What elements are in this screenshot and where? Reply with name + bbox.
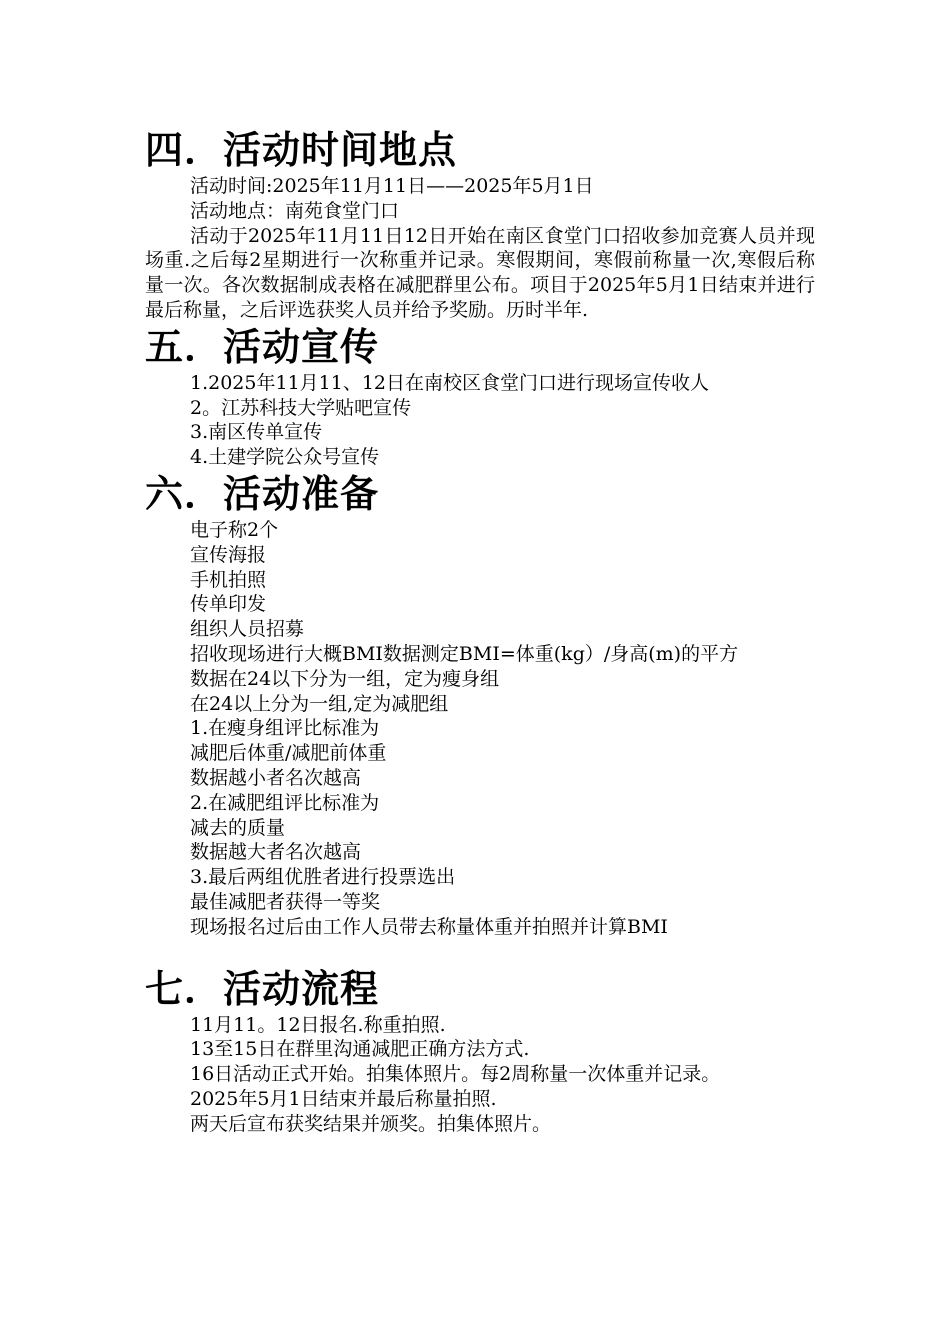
text-line: 传单印发 <box>190 593 267 616</box>
text-line: 电子称2个 <box>190 518 279 541</box>
text-line: 2.在减肥组评比标准为 <box>190 791 380 814</box>
text-line: 1.在瘦身组评比标准为 <box>190 717 380 740</box>
section-heading: 七．活动流程 <box>145 965 380 1011</box>
text-line: 2025年5月1日结束并最后称量拍照. <box>190 1087 497 1110</box>
text-line: 活动时间:2025年11月11日——2025年5月1日 <box>190 175 594 197</box>
text-line: 减去的质量 <box>190 816 286 839</box>
text-line: 13至15日在群里沟通减肥正确方法方式. <box>190 1038 530 1061</box>
document-page <box>145 126 815 1137</box>
section-heading: 五．活动宣传 <box>145 323 380 369</box>
section-publicity <box>145 323 815 470</box>
text-line: 数据在24以下分为一组，定为瘦身组 <box>190 667 500 690</box>
text-line: 数据越大者名次越高 <box>190 841 362 864</box>
text-line: 3.最后两组优胜者进行投票选出 <box>190 866 456 889</box>
text-line: 手机拍照 <box>190 568 267 591</box>
text-line: 数据越小者名次越高 <box>190 766 362 789</box>
text-line: 11月11。12日报名.称重拍照. <box>190 1013 446 1036</box>
blank-line <box>145 940 815 965</box>
text-line: 3.南区传单宣传 <box>190 421 323 444</box>
section-time-place <box>145 126 815 323</box>
section-preparation <box>145 470 815 940</box>
text-line: 2。江苏科技大学贴吧宣传 <box>190 396 412 419</box>
text-line: 16日活动正式开始。拍集体照片。每2周称量一次体重并记录。 <box>190 1063 721 1086</box>
text-line: 宣传海报 <box>190 543 267 566</box>
text-line: 1.2025年11月11、12日在南校区食堂门口进行现场宣传收人 <box>190 371 710 394</box>
text-line: 活动地点：南苑食堂门口 <box>190 199 400 222</box>
section-heading: 四．活动时间地点 <box>145 127 458 172</box>
text-line: 现场报名过后由工作人员带去称量体重并拍照并计算BMI <box>190 915 668 938</box>
text-line: 招收现场进行大概BMI数据测定BMI=体重(kg）/身高(m)的平方 <box>190 642 739 665</box>
text-line: 最佳减肥者获得一等奖 <box>190 890 381 913</box>
text-line: 两天后宣布获奖结果并颁奖。拍集体照片。 <box>190 1112 552 1135</box>
text-line: 在24以上分为一组,定为减肥组 <box>190 692 449 715</box>
text-line: 减肥后体重/减肥前体重 <box>190 742 387 765</box>
section-heading: 六．活动准备 <box>145 470 380 516</box>
text-line: 4.土建学院公众号宣传 <box>190 446 380 469</box>
paragraph: 活动于2025年11月11日12日开始在南区食堂门口招收参加竞赛人员并现场重.之后每2星期进行一次称重并记录。寒假期间，寒假前称量一次,寒假后称量一次。各次数据制成表格在减肥群里公布。项目于2025年5月1日结束并进行最后称量，之后评选获奖人员并给予奖励。历时半年. <box>145 224 815 321</box>
text-line: 组织人员招募 <box>190 618 305 641</box>
section-process <box>145 965 815 1137</box>
